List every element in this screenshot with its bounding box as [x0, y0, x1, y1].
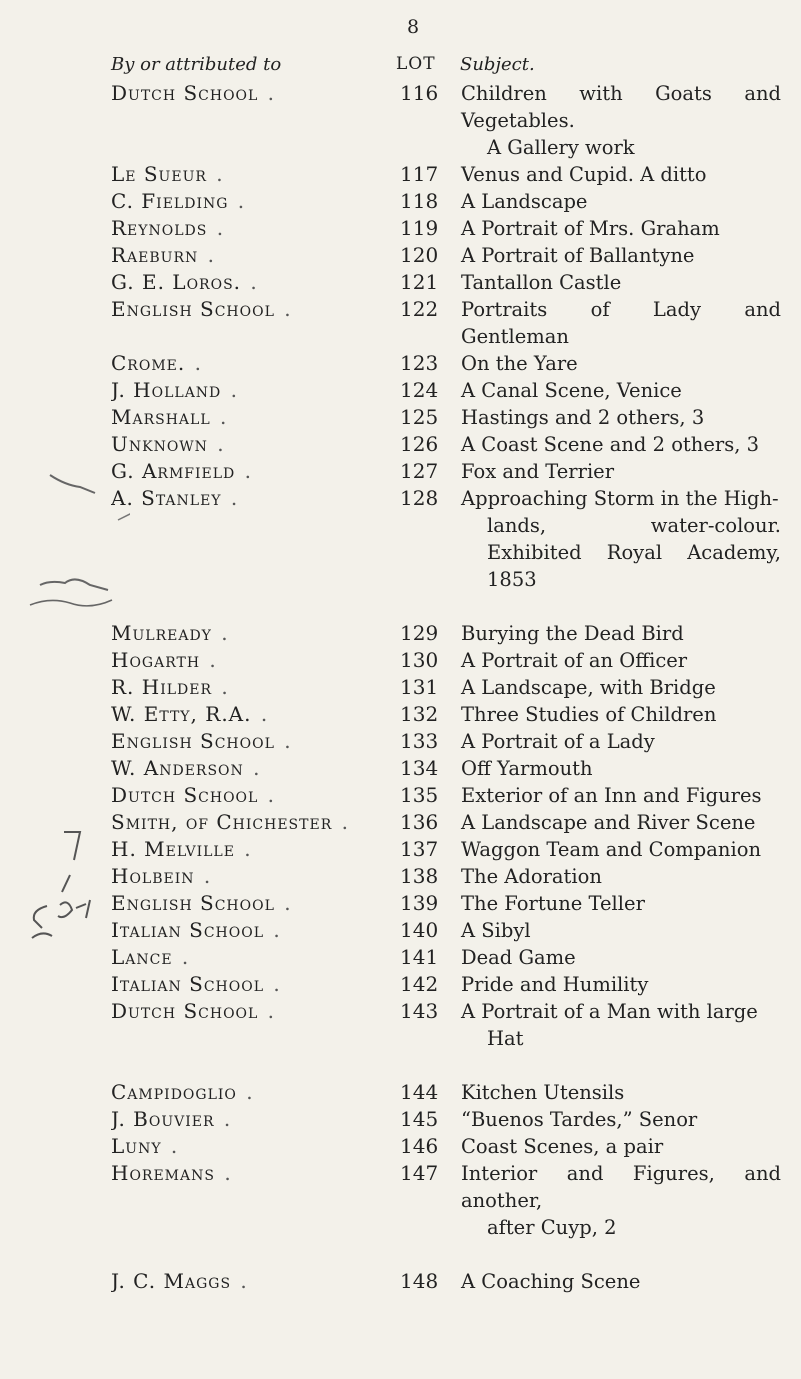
lot-number: 133: [400, 729, 439, 753]
subject-description: A Portrait of a Lady: [461, 730, 655, 753]
catalogue-entry: [0, 350, 801, 377]
subject-description: Approaching Storm in the High- lands, water-colour. Exhibited Royal Academy, 1853: [461, 487, 781, 591]
catalogue-entry: [0, 863, 801, 890]
catalogue-entry: [0, 1133, 801, 1160]
catalogue-entry: [0, 809, 801, 836]
subject-description: Exterior of an Inn and Figures: [461, 784, 762, 807]
lot-number: 128: [400, 486, 439, 510]
artist-name: Le Sueur .: [111, 162, 226, 186]
subject-description: Interior and Figures, and another, after Cuyp, 2: [461, 1162, 781, 1239]
subject-description: A Landscape: [461, 190, 588, 213]
subject-continuation: A Gallery work: [487, 136, 635, 159]
catalogue-entry: [0, 755, 801, 782]
artist-name: Campidoglio .: [111, 1080, 256, 1104]
subject-description: Burying the Dead Bird: [461, 622, 684, 645]
section-gap: [0, 593, 801, 620]
subject-description: Kitchen Utensils: [461, 1081, 625, 1104]
catalogue-entry: [0, 782, 801, 809]
artist-name: Crome. .: [111, 351, 204, 375]
lot-number: 141: [400, 945, 439, 969]
lot-number: 124: [400, 378, 439, 402]
lot-number: 143: [400, 999, 439, 1023]
subject-description: A Coast Scene and 2 others, 3: [461, 433, 760, 456]
artist-name: Mulready .: [111, 621, 231, 645]
subject-description: A Portrait of a Man with large Hat: [461, 998, 781, 1052]
catalogue-entry: [0, 269, 801, 296]
artist-name: Italian School .: [111, 918, 283, 942]
lot-number: 123: [400, 351, 439, 375]
artist-name: Dutch School .: [111, 999, 278, 1023]
artist-name: Luny .: [111, 1134, 181, 1158]
subject-description: A Portrait of an Officer: [461, 649, 688, 672]
header-by: By or attributed to: [111, 54, 282, 75]
subject-description: “Buenos Tardes,” Senor: [461, 1108, 698, 1131]
catalogue-entry: [0, 728, 801, 755]
page-number: 8: [407, 16, 420, 38]
subject-description: A Portrait of Mrs. Graham: [461, 217, 720, 240]
catalogue-entry: [0, 80, 801, 161]
catalogue-entry: [0, 431, 801, 458]
header-lot: LOT: [396, 54, 436, 74]
artist-name: C. Fielding .: [111, 189, 248, 213]
subject-description: Hastings and 2 others, 3: [461, 406, 705, 429]
artist-name: W. Anderson .: [111, 756, 263, 780]
lot-number: 127: [400, 459, 439, 483]
catalogue-entry: [0, 890, 801, 917]
artist-name: Dutch School .: [111, 783, 278, 807]
artist-name: Raeburn .: [111, 243, 217, 267]
subject-description: Children with Goats and Vegetables. A Gallery work: [461, 82, 781, 159]
artist-name: Reynolds .: [111, 216, 227, 240]
lot-number: 134: [400, 756, 439, 780]
lot-number: 144: [400, 1080, 439, 1104]
catalogue-entry: [0, 377, 801, 404]
catalogue-entry: [0, 458, 801, 485]
subject-continuation: lands, water-colour. Exhibited Royal Academy, 1853: [487, 514, 781, 591]
subject-description: A Landscape, with Bridge: [461, 676, 716, 699]
subject-description: Off Yarmouth: [461, 757, 593, 780]
lot-number: 146: [400, 1134, 439, 1158]
subject-description: Three Studies of Children: [461, 703, 717, 726]
artist-name: G. E. Loros. .: [111, 270, 260, 294]
catalogue-entry: [0, 242, 801, 269]
catalogue-entry: [0, 404, 801, 431]
catalogue-entry: [0, 998, 801, 1052]
lot-number: 116: [400, 81, 439, 105]
subject-description: The Fortune Teller: [461, 892, 645, 915]
artist-name: J. Holland .: [111, 378, 240, 402]
subject-description: Venus and Cupid. A ditto: [461, 163, 707, 186]
artist-name: Lance .: [111, 945, 192, 969]
catalogue-entry: [0, 836, 801, 863]
artist-name: G. Armfield .: [111, 459, 255, 483]
artist-name: Hogarth .: [111, 648, 219, 672]
artist-name: Horemans .: [111, 1161, 234, 1185]
artist-name: J. Bouvier .: [111, 1107, 234, 1131]
lot-number: 126: [400, 432, 439, 456]
subject-description: A Sibyl: [461, 919, 531, 942]
header-subject: Subject.: [460, 54, 535, 75]
catalogue-entry: [0, 1268, 801, 1295]
artist-name: Dutch School .: [111, 81, 278, 105]
catalogue-entry: [0, 647, 801, 674]
catalogue-entry: [0, 296, 801, 350]
artist-name: Holbein .: [111, 864, 214, 888]
subject-description: Waggon Team and Companion: [461, 838, 762, 861]
subject-description: The Adoration: [461, 865, 602, 888]
lot-number: 120: [400, 243, 439, 267]
lot-number: 139: [400, 891, 439, 915]
lot-number: 130: [400, 648, 439, 672]
subject-description: Fox and Terrier: [461, 460, 615, 483]
artist-name: English School .: [111, 297, 294, 321]
artist-name: Smith, of Chichester .: [111, 810, 351, 834]
catalogue-entry: [0, 917, 801, 944]
subject-description: A Canal Scene, Venice: [461, 379, 682, 402]
catalogue-entry: [0, 674, 801, 701]
subject-description: A Portrait of Ballantyne: [461, 244, 695, 267]
subject-description: On the Yare: [461, 352, 578, 375]
catalogue-entry: [0, 1106, 801, 1133]
lot-number: 132: [400, 702, 439, 726]
subject-description: Portraits of Lady and Gentleman: [461, 298, 781, 348]
catalogue-entry: [0, 485, 801, 593]
catalogue-entry: [0, 161, 801, 188]
catalogue-entry: [0, 620, 801, 647]
catalogue-entry: [0, 944, 801, 971]
artist-name: H. Melville .: [111, 837, 254, 861]
lot-number: 121: [400, 270, 439, 294]
lot-number: 148: [400, 1269, 439, 1293]
artist-name: A. Stanley .: [111, 486, 241, 510]
catalogue-entry: [0, 701, 801, 728]
catalogue-entry: [0, 971, 801, 998]
subject-description: A Coaching Scene: [461, 1270, 641, 1293]
catalogue-entry: [0, 188, 801, 215]
lot-number: 118: [400, 189, 439, 213]
lot-number: 135: [400, 783, 439, 807]
lot-number: 117: [400, 162, 439, 186]
subject-description: Coast Scenes, a pair: [461, 1135, 664, 1158]
artist-name: J. C. Maggs .: [111, 1269, 250, 1293]
lot-number: 125: [400, 405, 439, 429]
section-gap: [0, 1052, 801, 1079]
lot-number: 119: [400, 216, 439, 240]
section-gap: [0, 1241, 801, 1268]
subject-continuation: Hat: [487, 1027, 524, 1050]
subject-description: Pride and Humility: [461, 973, 649, 996]
lot-number: 138: [400, 864, 439, 888]
artist-name: Italian School .: [111, 972, 283, 996]
artist-name: Unknown .: [111, 432, 227, 456]
lot-number: 140: [400, 918, 439, 942]
artist-name: English School .: [111, 729, 294, 753]
artist-name: English School .: [111, 891, 294, 915]
lot-number: 145: [400, 1107, 439, 1131]
subject-description: Tantallon Castle: [461, 271, 622, 294]
lot-number: 136: [400, 810, 439, 834]
subject-description: A Landscape and River Scene: [461, 811, 756, 834]
catalogue-entry: [0, 1079, 801, 1106]
subject-description: Dead Game: [461, 946, 576, 969]
catalogue-entry: [0, 215, 801, 242]
artist-name: W. Etty, R.A. .: [111, 702, 271, 726]
lot-number: 142: [400, 972, 439, 996]
lot-number: 147: [400, 1161, 439, 1185]
lot-number: 129: [400, 621, 439, 645]
artist-name: Marshall .: [111, 405, 230, 429]
lot-number: 122: [400, 297, 439, 321]
catalogue-entry: [0, 1160, 801, 1241]
catalogue-list: [0, 80, 801, 1295]
lot-number: 131: [400, 675, 439, 699]
subject-continuation: after Cuyp, 2: [487, 1216, 617, 1239]
artist-name: R. Hilder .: [111, 675, 231, 699]
lot-number: 137: [400, 837, 439, 861]
